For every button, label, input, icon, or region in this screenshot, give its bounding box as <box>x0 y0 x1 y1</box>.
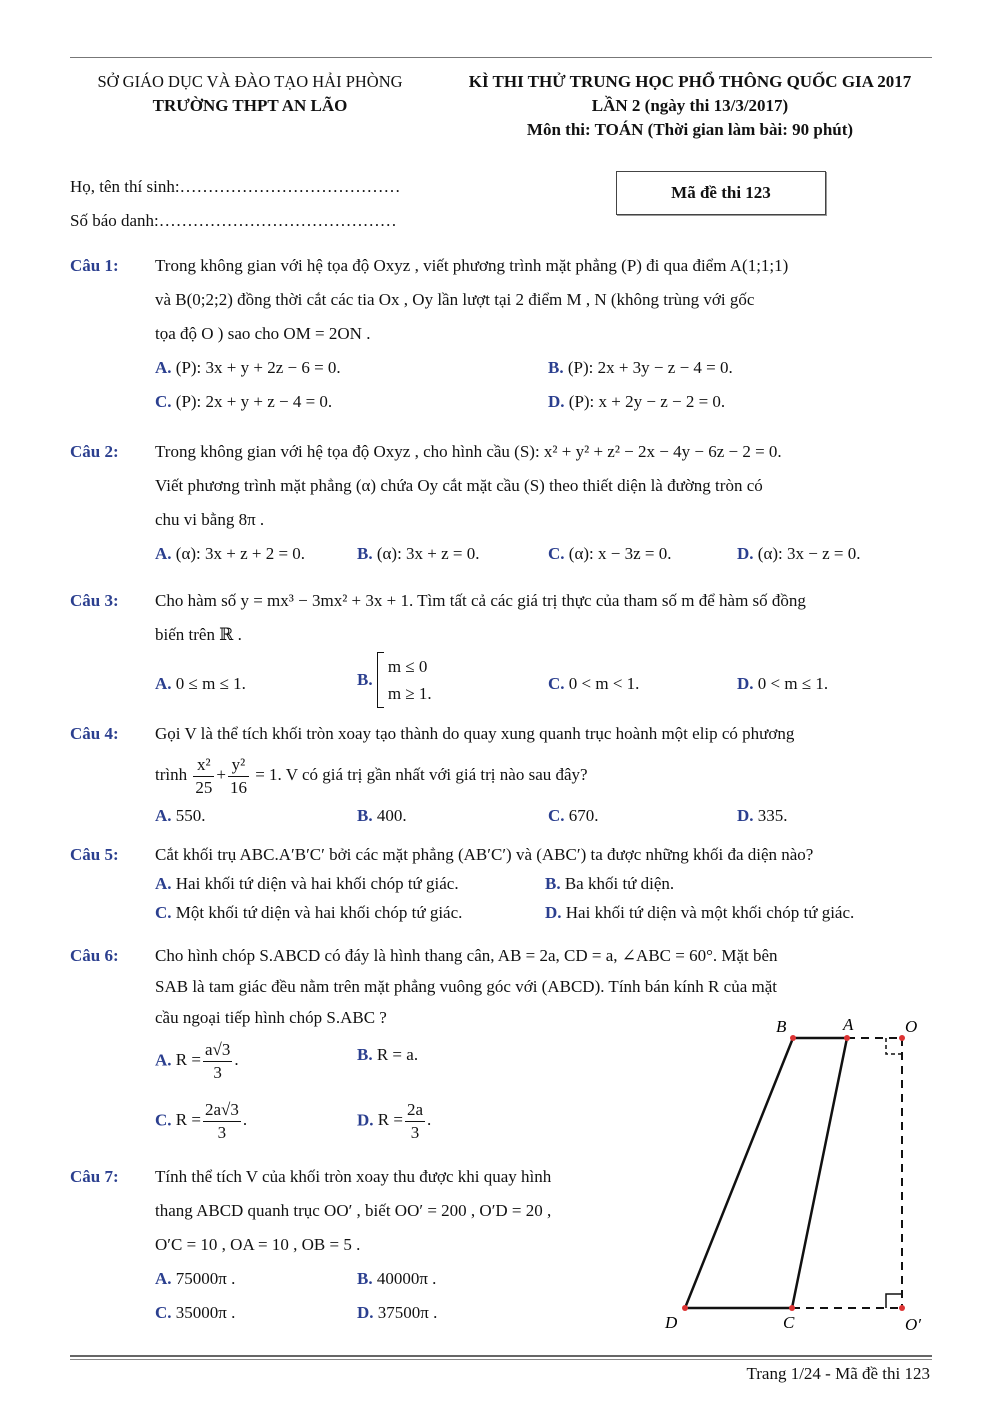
text-fragment: = 1. V có giá trị gần nhất với giá trị nào sau đây? <box>255 765 588 784</box>
fraction <box>193 754 214 799</box>
option-c[interactable]: 670. <box>568 806 599 825</box>
question-text <box>155 249 930 351</box>
option-label: B. <box>357 1045 373 1064</box>
question-5 <box>70 840 930 927</box>
option-a[interactable]: (P): 3x + y + 2z − 6 = 0. <box>175 358 341 377</box>
option-b[interactable] <box>388 653 432 707</box>
option-label: D. <box>737 544 754 563</box>
option-label: B. <box>357 1269 373 1288</box>
option-label: A. <box>155 358 172 377</box>
fraction <box>203 1099 241 1144</box>
bottom-rule <box>70 1355 932 1357</box>
option-label: C. <box>155 1303 172 1322</box>
text-fragment: R = <box>175 1110 201 1130</box>
option-a[interactable]: 0 ≤ m ≤ 1. <box>175 674 246 693</box>
option-label: C. <box>548 544 565 563</box>
point-d <box>682 1305 688 1311</box>
option-b[interactable]: Ba khối tứ diện. <box>564 874 675 893</box>
option-label: D. <box>737 674 754 693</box>
page-footer: Trang 1/24 - Mã đề thi 123 <box>746 1364 930 1383</box>
option-a[interactable]: 75000π . <box>175 1269 236 1288</box>
question-2 <box>70 435 930 571</box>
option-c[interactable]: (α): x − 3z = 0. <box>568 544 672 563</box>
trapezoid-figure <box>650 1010 940 1340</box>
option-label: A. <box>155 1269 172 1288</box>
question-number: Câu 4: <box>70 724 119 743</box>
question-4 <box>70 717 930 833</box>
exam-round: LẦN 2 (ngày thi 13/3/2017) <box>591 96 789 115</box>
label-a: A <box>843 1015 854 1034</box>
question-text <box>155 1160 645 1262</box>
question-line: biến trên ℝ . <box>155 625 242 644</box>
bottom-rule-thin <box>70 1359 932 1360</box>
right-angle-mark-top <box>886 1038 902 1054</box>
option-b[interactable]: (P): 2x + 3y − z − 4 = 0. <box>567 358 733 377</box>
question-line: Viết phương trình mặt phẳng (α) chứa Oy cắt mặt cầu (S) theo thiết diện là đường tròn có <box>155 476 763 495</box>
denominator: 3 <box>213 1063 222 1082</box>
option-d[interactable]: R = $\frac{2a}{3}$ . <box>377 1100 432 1142</box>
numerator: 2a√3 <box>203 1099 241 1122</box>
text-fragment: trình <box>155 765 188 784</box>
header-left <box>70 70 430 118</box>
option-d[interactable]: 0 < m ≤ 1. <box>757 674 829 693</box>
label-o: O <box>905 1017 918 1036</box>
header-right <box>445 70 935 142</box>
options-row <box>155 652 930 716</box>
question-number: Câu 6: <box>70 946 119 965</box>
question-line: Cho hàm số y = mx³ − 3mx² + 3x + 1. Tìm tất cả các giá trị thực của tham số m để hàm số đồng <box>155 591 806 610</box>
option-d[interactable]: 37500π . <box>377 1303 438 1322</box>
option-d[interactable]: Hai khối tứ diện và một khối chóp tứ giác. <box>565 903 855 922</box>
point-a <box>844 1035 850 1041</box>
question-text <box>155 584 930 652</box>
option-a[interactable]: Hai khối tứ diện và hai khối chóp tứ giác. <box>175 874 459 893</box>
options-row <box>155 1296 645 1330</box>
option-d[interactable]: (P): x + 2y − z − 2 = 0. <box>568 392 726 411</box>
option-label: C. <box>548 806 565 825</box>
option-b[interactable]: 400. <box>376 806 407 825</box>
question-line: Tính thể tích V của khối tròn xoay thu được khi quay hình <box>155 1167 552 1186</box>
label-b: B <box>776 1017 787 1036</box>
option-d[interactable]: 335. <box>757 806 788 825</box>
question-line: Gọi V là thể tích khối tròn xoay tạo thành do quay xung quanh trục hoành một elip có phương <box>155 724 795 743</box>
question-text <box>155 435 930 537</box>
option-a[interactable]: 550. <box>175 806 206 825</box>
text-fragment: R = <box>377 1110 403 1130</box>
option-label: B. <box>357 544 373 563</box>
department-name: SỞ GIÁO DỤC VÀ ĐÀO TẠO HẢI PHÒNG <box>97 72 403 91</box>
options-row <box>155 1262 645 1296</box>
candidate-id-field: Số báo danh:…………………………………… <box>70 211 397 230</box>
point-b <box>790 1035 796 1041</box>
fraction <box>228 754 249 799</box>
option-label: C. <box>548 674 565 693</box>
point-c <box>789 1305 795 1311</box>
option-b-line-2: m ≥ 1. <box>387 684 432 703</box>
options-row <box>155 869 930 898</box>
question-line: Cắt khối trụ ABC.A′B′C′ bởi các mặt phẳng (AB′C′) và (ABC′) ta được những khối đa diện nào? <box>155 845 814 864</box>
question-line: tọa độ O ) sao cho OM = 2ON . <box>155 324 371 343</box>
option-c[interactable]: 35000π . <box>175 1303 236 1322</box>
question-number: Câu 1: <box>70 256 119 275</box>
denominator: 3 <box>410 1123 420 1142</box>
top-rule <box>70 57 932 58</box>
question-number: Câu 5: <box>70 845 119 864</box>
option-a[interactable]: (α): 3x + z + 2 = 0. <box>175 544 306 563</box>
options-row <box>155 351 930 385</box>
option-label: B. <box>357 670 373 689</box>
option-label: D. <box>357 1303 374 1322</box>
option-c[interactable]: R = $\frac{2a√3}{3}$ . <box>175 1100 248 1142</box>
option-label: A. <box>155 806 172 825</box>
exam-subject: Môn thi: TOÁN (Thời gian làm bài: 90 phút) <box>526 120 854 139</box>
candidate-info <box>70 170 401 238</box>
question-text <box>155 717 930 799</box>
option-label: B. <box>545 874 561 893</box>
option-b[interactable]: 40000π . <box>376 1269 437 1288</box>
options-row <box>155 537 930 571</box>
option-b[interactable]: (α): 3x + z = 0. <box>376 544 480 563</box>
label-c: C <box>783 1313 795 1332</box>
question-number: Câu 7: <box>70 1167 119 1186</box>
fraction <box>203 1039 232 1084</box>
candidate-name-field: Họ, tên thí sinh:………………………………… <box>70 177 401 196</box>
question-3 <box>70 584 930 716</box>
option-label: C. <box>155 903 172 922</box>
question-line: O′C = 10 , OA = 10 , OB = 5 . <box>155 1235 361 1254</box>
option-label: D. <box>357 1110 374 1130</box>
numerator: 2a <box>405 1099 425 1122</box>
fraction <box>405 1099 425 1144</box>
option-label: A. <box>155 674 172 693</box>
question-number: Câu 3: <box>70 591 119 610</box>
question-line: Trong không gian với hệ tọa độ Oxyz , cho hình cầu (S): x² + y² + z² − 2x − 4y − 6z − 2 = 0. <box>155 442 782 461</box>
option-b-line-1: m ≤ 0 <box>387 657 428 676</box>
option-label: A. <box>155 544 172 563</box>
denominator: 25 <box>195 777 213 797</box>
option-a[interactable]: R = $\frac{a√3}{3}$ . <box>175 1040 239 1082</box>
numerator: y² <box>228 754 249 777</box>
option-label: B. <box>548 358 564 377</box>
trapezoid-abcd <box>685 1038 847 1308</box>
school-name: TRƯỜNG THPT AN LÃO <box>152 96 348 115</box>
denominator: 16 <box>229 777 247 797</box>
question-line: Cho hình chóp S.ABCD có đáy là hình thang cân, AB = 2a, CD = a, ∠ABC = 60°. Mặt bên <box>155 946 778 965</box>
option-label: A. <box>155 874 172 893</box>
option-c[interactable]: Một khối tứ diện và hai khối chóp tứ giác. <box>175 903 463 922</box>
option-label: D. <box>737 806 754 825</box>
question-line <box>155 751 930 799</box>
exam-title: KÌ THI THỬ TRUNG HỌC PHỔ THÔNG QUỐC GIA 2017 <box>468 72 912 91</box>
option-d[interactable]: (α): 3x − z = 0. <box>757 544 861 563</box>
option-label: B. <box>357 806 373 825</box>
denominator: 3 <box>217 1123 227 1142</box>
options-row <box>155 799 930 833</box>
option-c[interactable]: 0 < m < 1. <box>568 674 640 693</box>
label-d: D <box>665 1313 678 1332</box>
question-text <box>155 840 930 869</box>
question-7 <box>70 1160 645 1330</box>
question-line: thang ABCD quanh trục OO′ , biết OO′ = 200 , O′D = 20 , <box>155 1201 552 1220</box>
option-label: D. <box>545 903 562 922</box>
question-number: Câu 2: <box>70 442 119 461</box>
question-line: SAB là tam giác đều nằm trên mặt phẳng vuông góc với (ABCD). Tính bán kính R của mặt <box>155 977 777 996</box>
text-fragment: R = <box>175 1050 201 1070</box>
plus-sign: + <box>216 765 226 784</box>
option-label: A. <box>155 1050 172 1070</box>
label-o-prime: O′ <box>905 1315 921 1334</box>
option-b[interactable]: R = a. <box>376 1045 419 1064</box>
bracket-symbol <box>377 652 384 708</box>
option-label: D. <box>548 392 565 411</box>
numerator: a√3 <box>203 1039 232 1062</box>
option-label: C. <box>155 1110 172 1130</box>
option-label: C. <box>155 392 172 411</box>
question-line: chu vi bằng 8π . <box>155 510 265 529</box>
right-angle-mark-bottom <box>886 1294 902 1308</box>
numerator: x² <box>193 754 214 777</box>
question-line: Trong không gian với hệ tọa độ Oxyz , viết phương trình mặt phẳng (P) đi qua điểm A(1;1;1) <box>155 256 789 275</box>
options-row <box>155 385 930 419</box>
question-1 <box>70 249 930 419</box>
option-c[interactable]: (P): 2x + y + z − 4 = 0. <box>175 392 333 411</box>
exam-code-box: Mã đề thi 123 <box>616 171 826 215</box>
point-o-prime <box>899 1305 905 1311</box>
question-line: cầu ngoại tiếp hình chóp S.ABC ? <box>155 1008 387 1027</box>
options-row <box>155 898 930 927</box>
question-line: và B(0;2;2) đồng thời cắt các tia Ox , Oy lần lượt tại 2 điểm M , N (không trùng với gốc <box>155 290 755 309</box>
